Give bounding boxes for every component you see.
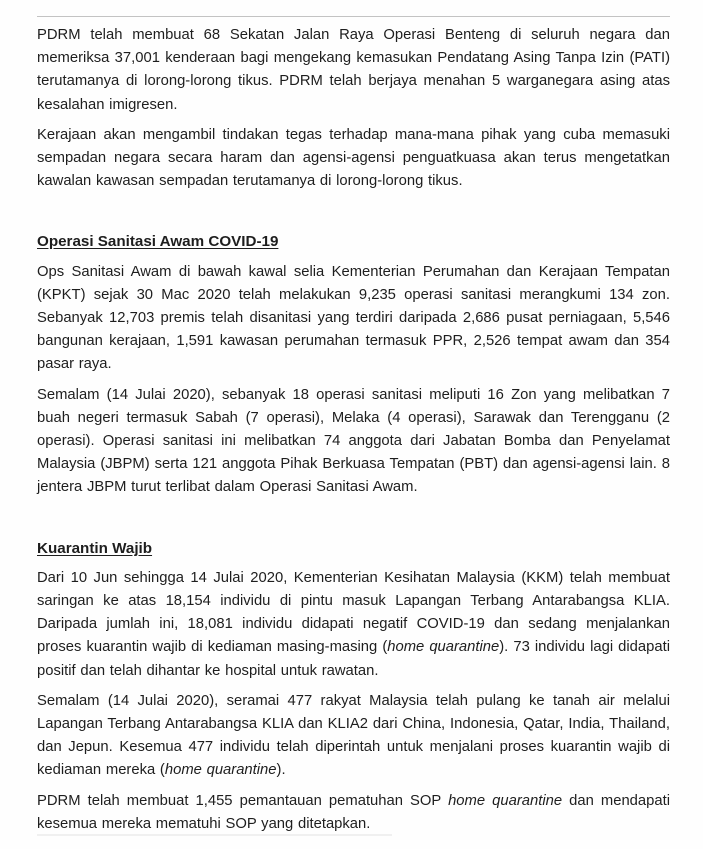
para-semalam-operasi-sanitasi bbox=[37, 384, 670, 500]
scan-artifact bbox=[37, 834, 392, 836]
text-run: Semalam (14 Julai 2020), seramai 477 rakyat Malaysia telah pulang ke tanah air melalui Lapangan Terbang Antarabangsa KLIA dan KLIA2 dari China, Indonesia, Qatar, India, Thailand, dan Jepun. Kesemua 477 individu telah diperintah untuk menjalani proses kuarantin wajib di kediaman mereka ( bbox=[37, 692, 670, 779]
text-run: Dari 10 Jun sehingga 14 Julai 2020, Kementerian Kesihatan Malaysia (KKM) telah membuat saringan ke atas 18,154 individu di pintu masuk Lapangan Terbang Antarabangsa KLIA. Daripada jumlah ini, 18,081 individu didapati negatif COVID-19 dan sedang menjalankan proses kuarantin wajib di kediaman masing-masing ( bbox=[37, 569, 670, 656]
page-top-rule bbox=[37, 16, 670, 17]
text-run: PDRM telah membuat 1,455 pemantauan pematuhan SOP bbox=[37, 792, 449, 809]
text-run: PDRM telah membuat 68 Sekatan Jalan Raya Operasi Benteng di seluruh negara dan memeriksa 37,001 kenderaan bagi mengekang kemasukan Pendatang Asing Tanpa Izin (PATI) terutamanya di lorong-lorong tikus. PDRM telah berjaya menahan 5 warganegara asing atas kesalahan imigresen. bbox=[37, 27, 670, 113]
text-run: dan mendapati kesemua mereka mematuhi SOP yang ditetapkan. bbox=[37, 792, 671, 832]
text-run: ). bbox=[276, 762, 286, 779]
italic-text-run: home quarantine bbox=[164, 762, 277, 779]
heading-kuarantin-wajib: Kuarantin Wajib bbox=[37, 539, 153, 557]
document-content bbox=[37, 24, 670, 836]
para-border-enforcement bbox=[37, 124, 670, 194]
para-ops-sanitasi-kpkt bbox=[37, 261, 670, 377]
para-pdrm-pemantauan-sop bbox=[37, 790, 670, 836]
para-kkm-saringan-klia bbox=[37, 567, 670, 683]
text-run: Kerajaan akan mengambil tindakan tegas terhadap mana-mana pihak yang cuba memasuki sempadan negara secara haram dan agensi-agensi penguatkuasa akan terus mengetatkan kawalan kawasan sempadan terutamanya di lorong-lorong tikus. bbox=[37, 126, 670, 190]
text-run: ). 73 individu lagi didapati positif dan telah dihantar ke hospital untuk rawatan. bbox=[37, 639, 670, 679]
text-run: Semalam (14 Julai 2020), sebanyak 18 operasi sanitasi meliputi 16 Zon yang melibatkan 7 buah negeri termasuk Sabah (7 operasi), Melaka (4 operasi), Sarawak dan Terengganu (2 operasi). Operasi sanitasi ini melibatkan 74 anggota dari Jabatan Bomba dan Penyelamat Malaysia (JBPM) serta 121 anggota Pihak Berkuasa Tempatan (PBT) dan agensi-agensi lain. 8 jentera JBPM turut terlibat dalam Operasi Sanitasi Awam. bbox=[37, 386, 670, 496]
italic-text-run: home quarantine bbox=[387, 639, 500, 656]
italic-text-run: home quarantine bbox=[448, 792, 563, 809]
text-run: Ops Sanitasi Awam di bawah kawal selia Kementerian Perumahan dan Kerajaan Tempatan (KPKT) sejak 30 Mac 2020 telah melakukan 9,235 operasi sanitasi merangkumi 134 zon. Sebanyak 12,703 premis telah disanitasi yang terdiri daripada 2,686 pusat perniagaan, 5,546 bangunan kerajaan, 1,591 kawasan perumahan termasuk PPR, 2,526 tempat awam dan 354 pasar raya. bbox=[37, 263, 670, 373]
para-pdrm-roadblocks bbox=[37, 24, 670, 117]
heading-operasi-sanitasi-awam: Operasi Sanitasi Awam COVID-19 bbox=[37, 233, 279, 251]
para-semalam-pulang-klia bbox=[37, 690, 670, 783]
